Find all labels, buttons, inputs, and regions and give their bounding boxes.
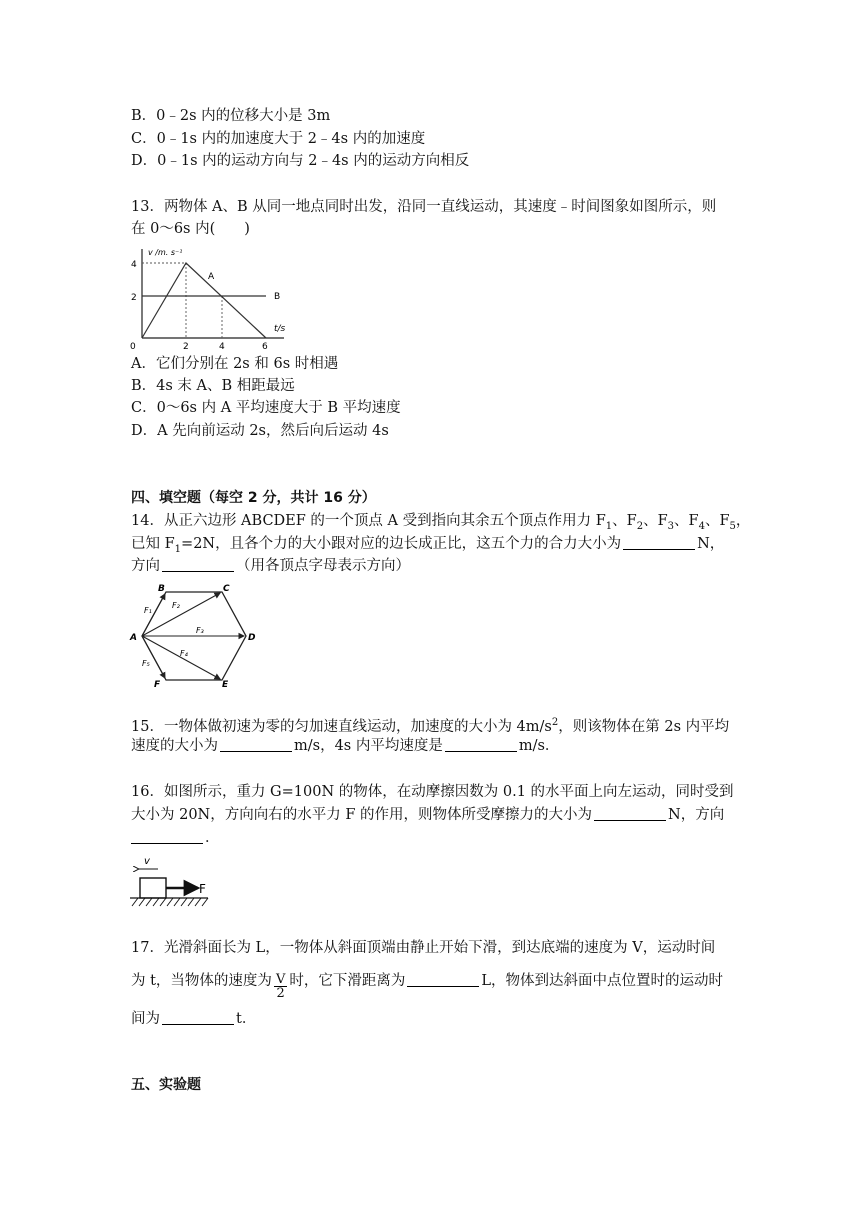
fraction-v-over-2: $\frac{V}{2}$	[275, 972, 286, 1001]
graph-label-b: B	[274, 292, 281, 302]
graph-xlabel: t/s	[274, 324, 286, 334]
q17-blank-time[interactable]	[162, 1010, 234, 1025]
q12-option-d: D．0﹣1s 内的运动方向与 2﹣4s 内的运动方向相反	[131, 153, 470, 169]
label-f5: F₅	[142, 659, 150, 668]
vertex-f: F	[154, 680, 161, 688]
q12-option-c: C．0﹣1s 内的加速度大于 2﹣4s 内的加速度	[131, 131, 426, 147]
q13-velocity-time-graph	[128, 243, 298, 351]
q14-blank-magnitude[interactable]	[623, 535, 695, 550]
q16-blank-magnitude[interactable]	[594, 806, 666, 821]
vertex-d: D	[248, 633, 256, 643]
graph-label-a: A	[208, 272, 215, 282]
vertex-e: E	[222, 680, 229, 688]
q13-option-b: B．4s 末 A、B 相距最远	[131, 378, 295, 394]
q16-block-figure	[128, 854, 210, 912]
q16-stem-line2: 大小为 20N，方向向右的水平力 F 的作用，则物体所受摩擦力的大小为 N，方向	[131, 807, 725, 823]
q14-blank-direction[interactable]	[162, 557, 234, 572]
xtick-4: 4	[219, 342, 225, 351]
q17-blank-distance[interactable]	[407, 972, 479, 987]
q17-stem-line3: 间为 t．	[131, 1011, 257, 1027]
fig-f-label: F	[199, 882, 206, 896]
q16-blank-direction[interactable]	[131, 829, 203, 844]
q17-stem-line2: 为 t，当物体的速度为 $\frac{V}{2}$ 时，它下滑距离为 L，物体到达斜面中点位置时的运动时	[131, 972, 723, 1001]
q15-stem-line1: 15．一物体做初速为零的匀加速直线运动，加速度的大小为 $4m/s^2$，则该物体在第 2s 内平均	[131, 717, 730, 735]
q15-blank-2[interactable]	[445, 737, 517, 752]
block	[140, 878, 166, 898]
q16-stem-line3: ．	[131, 828, 220, 848]
label-f3: F₃	[196, 626, 204, 635]
q12-option-b: B．0﹣2s 内的位移大小是 3m	[131, 108, 331, 124]
ytick-2: 2	[131, 293, 137, 303]
vertex-b: B	[158, 584, 165, 594]
q14-stem-line1: 14．从正六边形 ABCDEF 的一个顶点 A 受到指向其余五个顶点作用力 $F_1$、$F_2$、$F_3$、$F_4$、$F_5$，	[131, 513, 751, 532]
q13-option-d: D．A 先向前运动 2s，然后向后运动 4s	[131, 423, 389, 439]
q13-stem-line2: 在 0～6s 内( )	[131, 221, 250, 237]
q16-stem-line1: 16．如图所示，重力 G=100N 的物体，在动摩擦因数为 0.1 的水平面上向左运动，同时受到	[131, 784, 734, 800]
q13-stem-line1: 13．两物体 A、B 从同一地点同时出发，沿同一直线运动，其速度﹣时间图象如图所示，则	[131, 199, 717, 215]
xtick-2: 2	[183, 342, 189, 351]
xtick-6: 6	[262, 342, 268, 351]
label-f4: F₄	[180, 649, 188, 658]
q13-option-a: A．它们分别在 2s 和 6s 时相遇	[131, 356, 339, 372]
graph-ylabel: v /m. s⁻¹	[148, 248, 183, 257]
q14-hexagon-figure	[128, 580, 264, 688]
q14-stem-line3: 方向 （用各顶点字母表示方向）	[131, 558, 410, 574]
label-f2: F₂	[172, 601, 180, 610]
q13-option-c: C．0～6s 内 A 平均速度大于 B 平均速度	[131, 400, 401, 416]
vertex-a: A	[130, 633, 137, 643]
q15-stem-line2: 速度的大小为 m/s，4s 内平均速度是 m/s．	[131, 738, 560, 754]
section-4-title: 四、填空题（每空 2 分，共计 16 分）	[131, 490, 376, 506]
ground-hatching	[132, 898, 208, 906]
series-a-line	[142, 263, 266, 338]
ytick-4: 4	[131, 260, 137, 270]
fig-v-label: v	[144, 856, 150, 867]
q15-blank-1[interactable]	[220, 737, 292, 752]
section-5-title: 五、实验题	[131, 1077, 201, 1093]
q14-stem-line2: 已知 $F_1=2N$，且各个力的大小跟对应的边长成正比，这五个力的合力大小为 N，	[131, 536, 725, 555]
label-f1: F₁	[144, 606, 152, 615]
q17-stem-line1: 17．光滑斜面长为 L，一物体从斜面顶端由静止开始下滑，到达底端的速度为 V，运动时间	[131, 940, 716, 956]
xtick-0: 0	[130, 342, 136, 351]
vertex-c: C	[223, 584, 230, 594]
